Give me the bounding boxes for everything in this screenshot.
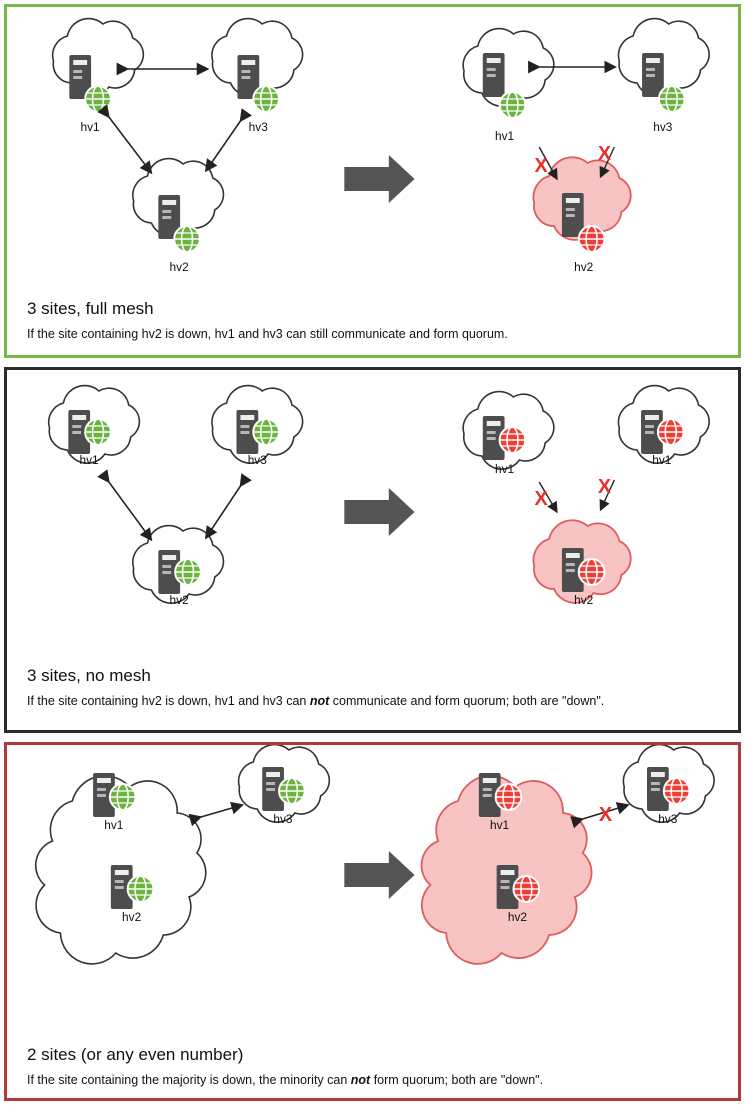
cloud-hv3-after (618, 19, 709, 134)
panel-two-sites (4, 742, 741, 1101)
cloud-site-a-after-down (422, 773, 592, 964)
desc-emphasis: not (309, 694, 330, 709)
diagram-full-mesh (7, 7, 738, 290)
cloud-hv2-before (133, 159, 224, 274)
globe-icon (175, 559, 201, 585)
globe-icon (85, 86, 111, 112)
desc-text: If the site containing hv2 is down, hv1 and hv3 can (27, 694, 310, 709)
cloud-label: hv2 (574, 259, 594, 275)
desc-text: If the site containing hv2 is down, hv1 and hv3 can still communicate and form quorum. (27, 327, 508, 341)
link-hv1-hv2 (109, 482, 152, 540)
diagram-two-sites (7, 745, 738, 1040)
transition-arrow-icon (344, 155, 414, 203)
cloud-hv2-before (133, 526, 224, 607)
globe-icon (579, 226, 605, 252)
caption-no-mesh (27, 666, 726, 709)
transition-arrow-icon (344, 488, 414, 536)
transition-arrow-icon (344, 851, 414, 899)
panel-title: 3 sites, no mesh (27, 666, 151, 686)
desc-text: communicate and form quorum; both are "down". (329, 694, 605, 709)
panel-description (27, 1072, 726, 1088)
globe-icon (500, 427, 526, 453)
globe-icon (513, 876, 539, 902)
globe-icon (253, 419, 279, 445)
two-sites-scene (7, 745, 738, 1040)
cloud-label: hv2 (574, 593, 594, 608)
panel-title: 3 sites, full mesh (27, 299, 154, 318)
cloud-hv1-after (463, 392, 554, 476)
globe-icon (128, 876, 154, 902)
cloud-label: hv3 (653, 119, 673, 135)
cloud-label: hv3 (247, 453, 267, 468)
cloud-label: hv2 (122, 909, 142, 924)
cloud-label: hv3 (248, 119, 268, 135)
globe-icon (253, 86, 279, 112)
globe-icon (500, 92, 526, 118)
globe-icon (85, 419, 111, 445)
panel-title: 2 sites (or any even number) (27, 1044, 244, 1064)
no-mesh-scene (7, 370, 738, 660)
link-hv3-hv2 (206, 486, 241, 538)
globe-icon (174, 226, 200, 252)
globe-icon (659, 86, 685, 112)
globe-icon (579, 559, 605, 585)
x-marker-icon: X (534, 154, 548, 178)
panel-three-sites-no-mesh (4, 367, 741, 732)
cloud-hv3-before (212, 19, 303, 134)
cloud-hv1-before (53, 19, 144, 134)
panel-description (27, 693, 726, 709)
globe-icon (110, 784, 136, 810)
x-marker-icon: X (598, 803, 613, 826)
cloud-hv2-after-down (533, 154, 630, 275)
cloud-label: hv2 (169, 593, 189, 608)
cloud-hv1-after (463, 29, 554, 143)
link-hv3-hv2 (206, 121, 241, 171)
panel-three-sites-full-mesh (4, 4, 741, 358)
globe-icon (664, 778, 690, 804)
desc-text: form quorum; both are "down". (370, 1072, 544, 1087)
link-sitea-hv3 (201, 805, 243, 817)
globe-icon (279, 778, 305, 804)
cloud-label: hv1 (104, 817, 124, 832)
link-hv1-hv2 (109, 117, 152, 173)
cloud-label: hv1 (494, 128, 515, 144)
cloud-site-a-before (36, 773, 206, 964)
cloud-hv3-before (239, 745, 330, 826)
cloud-label: hv3 (273, 811, 293, 826)
caption-two-sites (27, 1045, 726, 1088)
x-marker-icon: X (597, 142, 612, 166)
x-marker-icon: X (534, 488, 548, 511)
diagram-no-mesh (7, 370, 738, 660)
full-mesh-scene (7, 7, 738, 290)
cloud-label: hv2 (169, 259, 189, 275)
globe-icon (496, 784, 522, 810)
cloud-label: hv1 (494, 462, 515, 477)
cloud-label: hv1 (652, 453, 672, 468)
x-marker-icon: X (597, 476, 612, 499)
cloud-label: hv3 (658, 811, 678, 826)
cloud-hv2-after-down (533, 521, 630, 608)
desc-text: If the site containing the majority is down, the minority can (27, 1072, 351, 1087)
cloud-hv3-before (212, 386, 303, 467)
cloud-hv1-before (49, 386, 140, 467)
globe-icon (658, 419, 684, 445)
cloud-label: hv2 (507, 909, 527, 924)
caption-full-mesh (27, 299, 726, 342)
cloud-label: hv1 (79, 453, 99, 468)
desc-emphasis: not (350, 1072, 371, 1087)
cloud-hv3-after (623, 745, 714, 826)
panel-description (27, 326, 726, 342)
cloud-label: hv1 (80, 119, 100, 135)
cloud-hv1-right-after (618, 386, 709, 467)
cloud-label: hv1 (490, 817, 510, 832)
